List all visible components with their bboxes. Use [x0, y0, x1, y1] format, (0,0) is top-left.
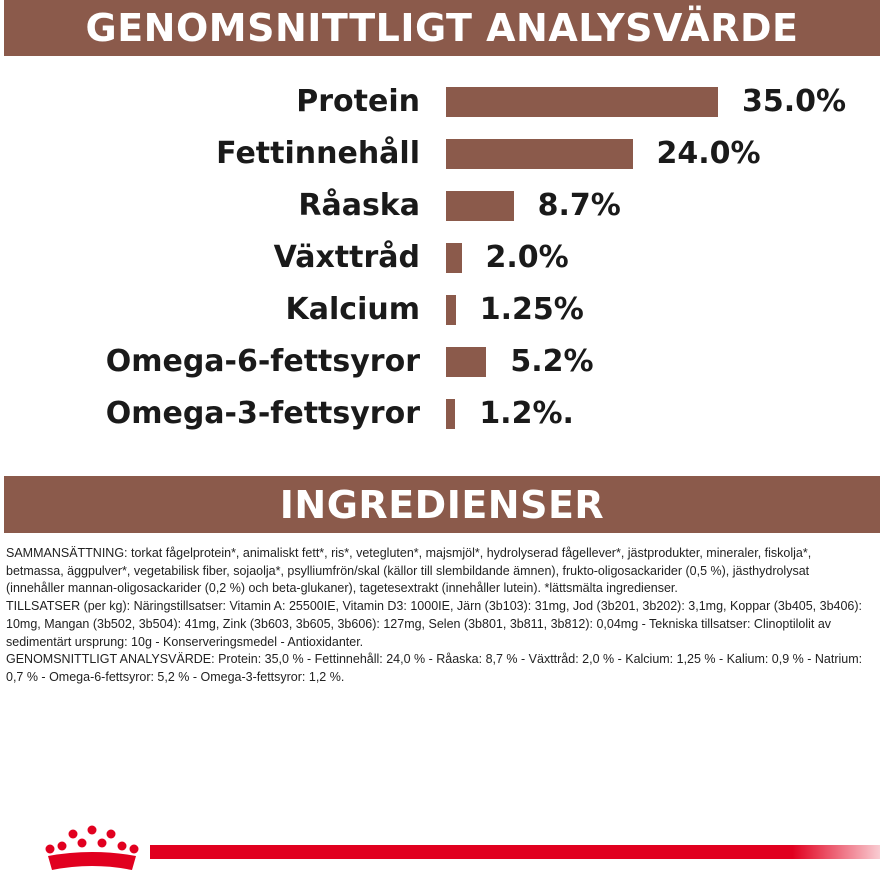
analysis-row: [0, 82, 880, 122]
ingredients-header-title: INGREDIENSER: [279, 482, 605, 527]
analysis-row: [0, 186, 880, 226]
analysis-label: Växttråd: [273, 240, 420, 275]
analysis-header-title: GENOMSNITTLIGT ANALYSVÄRDE: [85, 6, 799, 50]
analysis-row: [0, 238, 880, 278]
additives-paragraph: TILLSATSER (per kg): Näringstillsatser: Vitamin A: 25500IE, Vitamin D3: 1000IE, Järn (3b103): 31mg, Jod (3b201, 3b202): 3,1mg, Koppar (3b405, 3b406): 10mg, Mangan (3b502, 3b504): 41mg, Zink (3b603, 3b605, 3b606): 127mg, Selen (3b801, 3b811, 3b812): 0,04mg - Tekniska tillsatser: Clinoptilolit av sedimentärt ursprung: 10g - Konserveringsmedel - Antioxidanter.: [6, 599, 863, 649]
analysis-value: 5.2%: [510, 344, 594, 379]
analysis-label: Råaska: [298, 188, 420, 223]
analysis-value: 24.0%: [656, 136, 761, 171]
analysis-label: Omega-3-fettsyror: [105, 396, 420, 431]
analysis-bar: [446, 295, 456, 325]
analysis-bar: [446, 139, 633, 169]
analysis-value: 1.25%: [479, 292, 584, 327]
crown-logo-icon: [40, 818, 144, 878]
analysis-bar: [446, 399, 455, 429]
footer-red-stripe: [150, 845, 880, 859]
analysis-row: [0, 394, 880, 434]
analysis-value: 1.2%.: [479, 396, 574, 431]
analysis-value: 2.0%: [485, 240, 569, 275]
analysis-bar: [446, 243, 462, 273]
analysis-row: [0, 342, 880, 382]
analysis-value: 35.0%: [742, 84, 847, 119]
analysis-label: Kalcium: [285, 292, 420, 327]
analysis-header-banner: [4, 0, 880, 56]
ingredients-header-banner: [4, 476, 880, 533]
analysis-value: 8.7%: [537, 188, 621, 223]
analysis-row: [0, 134, 880, 174]
analysis-bar: [446, 87, 718, 117]
analysis-bar: [446, 191, 514, 221]
analysis-label: Fettinnehåll: [216, 136, 420, 171]
analysis-paragraph: GENOMSNITTLIGT ANALYSVÄRDE: Protein: 35,0 % - Fettinnehåll: 24,0 % - Råaska: 8,7 % - Växttråd: 2,0 % - Kalcium: 1,25 % - Kalium: 0,9 % - Natrium: 0,7 % - Omega-6-fettsyror: 5,2 % - Omega-3-fettsyror: 1,2 %.: [6, 652, 863, 684]
analysis-label: Protein: [296, 84, 420, 119]
analysis-label: Omega-6-fettsyror: [105, 344, 420, 379]
analysis-row: [0, 290, 880, 330]
analysis-bar: [446, 347, 486, 377]
composition-paragraph: SAMMANSÄTTNING: torkat fågelprotein*, animaliskt fett*, ris*, vetegluten*, majsmjöl*, hydrolyserad fågellever*, jästprodukter, mineraler, fiskolja*, betmassa, äggpulver*, vegetabilisk fiber, sojaolja*, psylliumfrön/skal (källor till slembildande ämnen), frukto-oligosackarider (0,5 %), jästhydrolysat (innehåller mannan-oligosackarider (0,2 %) och beta-glukaner), tagetesextrakt (innehåller lutein). *lättsmälta ingredienser.: [6, 546, 812, 596]
ingredients-text-block: [6, 545, 868, 687]
